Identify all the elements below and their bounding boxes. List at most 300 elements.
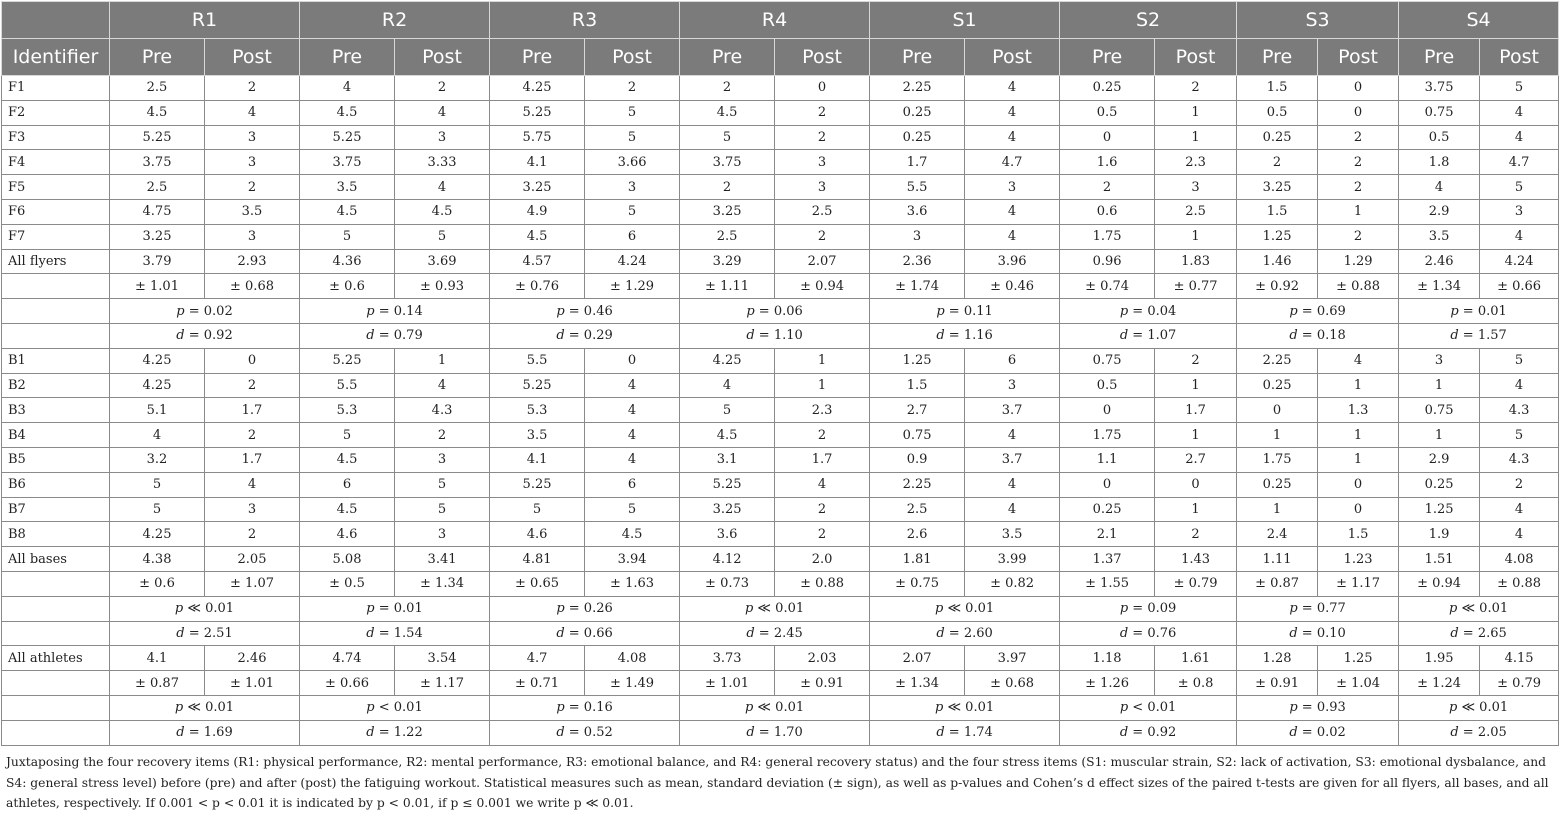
stats-row — [2, 323, 1559, 348]
value-cell: ± 0.88 — [775, 571, 870, 596]
value-cell: 3.25 — [680, 497, 775, 522]
value-cell: 1 — [1155, 125, 1237, 150]
value-cell: 4 — [395, 175, 490, 200]
value-cell: 1.7 — [205, 447, 300, 472]
table-row — [2, 150, 1559, 175]
value-cell: ± 1.34 — [395, 571, 490, 596]
stat-cell: d = 0.10 — [1237, 621, 1399, 646]
value-cell: 0.5 — [1237, 100, 1318, 125]
value-cell: 5.5 — [490, 348, 585, 373]
value-cell: 4 — [395, 373, 490, 398]
stat-cell: p = 0.01 — [300, 596, 490, 621]
post-header: Post — [1155, 39, 1237, 76]
value-cell: 3.41 — [395, 547, 490, 572]
value-cell: 1.5 — [870, 373, 965, 398]
value-cell: 0.5 — [1399, 125, 1480, 150]
identifier-header: Identifier — [2, 39, 110, 76]
value-cell: 3.5 — [490, 423, 585, 448]
pre-header: Pre — [870, 39, 965, 76]
stat-cell: p ≪ 0.01 — [1399, 596, 1559, 621]
value-cell: 4.3 — [395, 398, 490, 423]
value-cell: ± 1.29 — [585, 274, 680, 299]
stat-cell: d = 1.16 — [870, 323, 1060, 348]
value-cell: 3 — [205, 125, 300, 150]
value-cell: 5 — [585, 497, 680, 522]
post-header: Post — [1318, 39, 1399, 76]
stat-cell: d = 2.45 — [680, 621, 870, 646]
value-cell: 1.5 — [1237, 199, 1318, 224]
value-cell: 2.3 — [775, 398, 870, 423]
value-cell: ± 0.82 — [965, 571, 1060, 596]
value-cell: 2 — [205, 76, 300, 101]
value-cell: 4.6 — [300, 522, 395, 547]
value-cell: 2 — [775, 125, 870, 150]
value-cell: 2 — [585, 76, 680, 101]
value-cell: 2.46 — [205, 646, 300, 671]
value-cell: 4 — [110, 423, 205, 448]
value-cell: 5 — [680, 125, 775, 150]
value-cell: ± 0.6 — [300, 274, 395, 299]
value-cell: ± 1.34 — [1399, 274, 1480, 299]
stat-cell: p = 0.93 — [1237, 695, 1399, 720]
value-cell: ± 1.34 — [870, 671, 965, 696]
stats-row — [2, 621, 1559, 646]
value-cell: 4.5 — [110, 100, 205, 125]
value-cell: 2 — [205, 175, 300, 200]
value-cell: 3.33 — [395, 150, 490, 175]
value-cell: 2.9 — [1399, 447, 1480, 472]
value-cell: 2.1 — [1060, 522, 1155, 547]
value-cell: 4 — [965, 76, 1060, 101]
value-cell: 4 — [1480, 100, 1559, 125]
value-cell: 1 — [1155, 497, 1237, 522]
row-identifier: F4 — [2, 150, 110, 175]
value-cell: 3 — [1155, 175, 1237, 200]
row-identifier — [2, 274, 110, 299]
value-cell: 2.93 — [205, 249, 300, 274]
stat-cell: d = 1.22 — [300, 720, 490, 745]
row-identifier: B7 — [2, 497, 110, 522]
value-cell: 0.25 — [1237, 125, 1318, 150]
row-identifier: F5 — [2, 175, 110, 200]
value-cell: 3 — [1480, 199, 1559, 224]
value-cell: 3 — [205, 497, 300, 522]
value-cell: 2.46 — [1399, 249, 1480, 274]
stat-cell: p < 0.01 — [300, 695, 490, 720]
value-cell: ± 0.93 — [395, 274, 490, 299]
value-cell: 5.5 — [300, 373, 395, 398]
table-row — [2, 571, 1559, 596]
value-cell: 4.25 — [680, 348, 775, 373]
value-cell: 2.03 — [775, 646, 870, 671]
value-cell: 3.75 — [300, 150, 395, 175]
value-cell: 5 — [395, 224, 490, 249]
value-cell: 3 — [585, 175, 680, 200]
stat-cell: p = 0.11 — [870, 299, 1060, 324]
stat-cell: d = 0.79 — [300, 323, 490, 348]
value-cell: 3 — [395, 125, 490, 150]
value-cell: 4.08 — [585, 646, 680, 671]
row-identifier: B4 — [2, 423, 110, 448]
value-cell: 4.57 — [490, 249, 585, 274]
value-cell: 2 — [1480, 472, 1559, 497]
value-cell: 2.5 — [775, 199, 870, 224]
header-group: S3 — [1237, 2, 1399, 39]
value-cell: ± 0.68 — [965, 671, 1060, 696]
table-row — [2, 249, 1559, 274]
value-cell: ± 0.66 — [1480, 274, 1559, 299]
value-cell: 3.6 — [680, 522, 775, 547]
value-cell: 0.25 — [1237, 472, 1318, 497]
value-cell: ± 0.88 — [1318, 274, 1399, 299]
value-cell: 4.25 — [110, 522, 205, 547]
value-cell: 1.51 — [1399, 547, 1480, 572]
stat-cell: p = 0.16 — [490, 695, 680, 720]
value-cell: 0.75 — [870, 423, 965, 448]
header-group: S1 — [870, 2, 1060, 39]
value-cell: 4.7 — [490, 646, 585, 671]
value-cell: 3 — [775, 150, 870, 175]
pre-header: Pre — [1060, 39, 1155, 76]
post-header: Post — [205, 39, 300, 76]
row-identifier — [2, 671, 110, 696]
value-cell: 3.25 — [490, 175, 585, 200]
value-cell: ± 0.94 — [1399, 571, 1480, 596]
value-cell: 4.15 — [1480, 646, 1559, 671]
table-caption: Juxtaposing the four recovery items (R1: physical performance, R2: mental performance, R3: emotional balance, and R4: general recovery status) and the four stress items (S1: muscular strain, S2: lack of activation, S3: emotional dysbalance, and S4: general stress level) before (pre) and after (post) the fatiguing workout. Statistical measures such as mean, standard deviation (± sign), as well as p-values and Cohen’s d effect sizes of the paired t-tests are given for all flyers, all bases, and all athletes, respectively. If 0.001 < p < 0.01 it is indicated by p < 0.01, if p ≤ 0.001 we write p ≪ 0.01. — [6, 755, 1549, 810]
value-cell: 4.7 — [1480, 150, 1559, 175]
row-identifier — [2, 571, 110, 596]
header-group: R1 — [110, 2, 300, 39]
value-cell: 3.54 — [395, 646, 490, 671]
value-cell: 3.2 — [110, 447, 205, 472]
value-cell: 2.9 — [1399, 199, 1480, 224]
value-cell: 2 — [395, 423, 490, 448]
post-header: Post — [965, 39, 1060, 76]
table-row — [2, 125, 1559, 150]
header-group: S2 — [1060, 2, 1237, 39]
stat-cell: p ≪ 0.01 — [680, 596, 870, 621]
table-row — [2, 646, 1559, 671]
value-cell: 4.5 — [585, 522, 680, 547]
stat-cell: p = 0.02 — [110, 299, 300, 324]
value-cell: 1.1 — [1060, 447, 1155, 472]
value-cell: 0.25 — [1060, 76, 1155, 101]
table-row — [2, 348, 1559, 373]
value-cell: ± 0.76 — [490, 274, 585, 299]
value-cell: 4.5 — [300, 497, 395, 522]
value-cell: ± 0.5 — [300, 571, 395, 596]
value-cell: ± 1.26 — [1060, 671, 1155, 696]
table-row — [2, 398, 1559, 423]
value-cell: 4.24 — [585, 249, 680, 274]
value-cell: 4 — [965, 100, 1060, 125]
value-cell: ± 1.55 — [1060, 571, 1155, 596]
table-row — [2, 472, 1559, 497]
value-cell: 3.75 — [680, 150, 775, 175]
value-cell: 5 — [1480, 175, 1559, 200]
value-cell: 4 — [1480, 522, 1559, 547]
value-cell: 3.66 — [585, 150, 680, 175]
value-cell: ± 0.91 — [1237, 671, 1318, 696]
row-identifier: F2 — [2, 100, 110, 125]
results-table — [1, 1, 1559, 746]
value-cell: 4.5 — [680, 100, 775, 125]
value-cell: 4.1 — [490, 447, 585, 472]
value-cell: 4 — [680, 373, 775, 398]
stat-cell: p ≪ 0.01 — [110, 695, 300, 720]
stat-cell: p = 0.26 — [490, 596, 680, 621]
value-cell: 4.38 — [110, 547, 205, 572]
stat-cell: d = 2.51 — [110, 621, 300, 646]
value-cell: 5.08 — [300, 547, 395, 572]
value-cell: 1.6 — [1060, 150, 1155, 175]
value-cell: ± 1.24 — [1399, 671, 1480, 696]
row-identifier — [2, 299, 110, 324]
table-row — [2, 497, 1559, 522]
stat-cell: d = 2.60 — [870, 621, 1060, 646]
stats-row — [2, 720, 1559, 745]
value-cell: 0.75 — [1060, 348, 1155, 373]
value-cell: 2.5 — [1155, 199, 1237, 224]
value-cell: 4.08 — [1480, 547, 1559, 572]
value-cell: 1.75 — [1060, 423, 1155, 448]
stat-cell: d = 0.92 — [1060, 720, 1237, 745]
value-cell: 4 — [965, 125, 1060, 150]
value-cell: 5.25 — [490, 373, 585, 398]
table-row — [2, 224, 1559, 249]
value-cell: 2 — [395, 76, 490, 101]
header-group: R2 — [300, 2, 490, 39]
value-cell: 4 — [205, 472, 300, 497]
value-cell: 2 — [680, 175, 775, 200]
header-group: S4 — [1399, 2, 1559, 39]
value-cell: ± 1.63 — [585, 571, 680, 596]
value-cell: 1.7 — [775, 447, 870, 472]
table-row — [2, 522, 1559, 547]
stat-cell: p < 0.01 — [1060, 695, 1237, 720]
value-cell: 0.25 — [870, 100, 965, 125]
stat-cell: d = 0.18 — [1237, 323, 1399, 348]
value-cell: 3 — [965, 373, 1060, 398]
stat-cell: d = 1.10 — [680, 323, 870, 348]
value-cell: 3 — [870, 224, 965, 249]
value-cell: ± 0.88 — [1480, 571, 1559, 596]
value-cell: 1 — [1318, 447, 1399, 472]
value-cell: 4.3 — [1480, 447, 1559, 472]
value-cell: 5 — [585, 125, 680, 150]
value-cell: ± 0.92 — [1237, 274, 1318, 299]
value-cell: 0 — [1318, 497, 1399, 522]
value-cell: 3 — [205, 150, 300, 175]
row-identifier — [2, 720, 110, 745]
pre-header: Pre — [490, 39, 585, 76]
value-cell: 2.25 — [870, 76, 965, 101]
value-cell: 4.5 — [490, 224, 585, 249]
value-cell: 5 — [110, 472, 205, 497]
value-cell: 1.37 — [1060, 547, 1155, 572]
value-cell: 1.5 — [1318, 522, 1399, 547]
stat-cell: p = 0.04 — [1060, 299, 1237, 324]
value-cell: 1.29 — [1318, 249, 1399, 274]
value-cell: 4 — [395, 100, 490, 125]
stat-cell: d = 0.66 — [490, 621, 680, 646]
value-cell: 1.25 — [1237, 224, 1318, 249]
value-cell: 1 — [1399, 373, 1480, 398]
stats-row — [2, 695, 1559, 720]
stat-cell: d = 1.69 — [110, 720, 300, 745]
stat-cell: p = 0.46 — [490, 299, 680, 324]
value-cell: 3.7 — [965, 447, 1060, 472]
table-row — [2, 671, 1559, 696]
value-cell: 0.75 — [1399, 398, 1480, 423]
value-cell: 1.25 — [870, 348, 965, 373]
value-cell: 3.97 — [965, 646, 1060, 671]
value-cell: 2 — [775, 100, 870, 125]
value-cell: 2.5 — [110, 76, 205, 101]
value-cell: 4.1 — [110, 646, 205, 671]
value-cell: 3.75 — [1399, 76, 1480, 101]
value-cell: 0.6 — [1060, 199, 1155, 224]
value-cell: 4 — [965, 423, 1060, 448]
value-cell: 1.8 — [1399, 150, 1480, 175]
value-cell: 2 — [775, 423, 870, 448]
value-cell: 1.28 — [1237, 646, 1318, 671]
row-identifier: B8 — [2, 522, 110, 547]
value-cell: ± 0.6 — [110, 571, 205, 596]
value-cell: 1.25 — [1318, 646, 1399, 671]
row-identifier — [2, 621, 110, 646]
value-cell: 2.25 — [1237, 348, 1318, 373]
value-cell: 1 — [1318, 423, 1399, 448]
value-cell: 2 — [1318, 150, 1399, 175]
value-cell: 0.96 — [1060, 249, 1155, 274]
table-row — [2, 274, 1559, 299]
value-cell: 4 — [775, 472, 870, 497]
value-cell: ± 0.46 — [965, 274, 1060, 299]
value-cell: 1 — [1237, 423, 1318, 448]
value-cell: 2.4 — [1237, 522, 1318, 547]
value-cell: 3.75 — [110, 150, 205, 175]
stat-cell: d = 0.76 — [1060, 621, 1237, 646]
value-cell: 2.7 — [1155, 447, 1237, 472]
row-identifier: F7 — [2, 224, 110, 249]
stats-row — [2, 596, 1559, 621]
table-row — [2, 423, 1559, 448]
value-cell: 4.25 — [110, 373, 205, 398]
value-cell: 3 — [395, 522, 490, 547]
value-cell: 2.6 — [870, 522, 965, 547]
value-cell: 5.25 — [490, 100, 585, 125]
table-row — [2, 100, 1559, 125]
row-identifier: B3 — [2, 398, 110, 423]
value-cell: 4 — [1480, 497, 1559, 522]
value-cell: 6 — [965, 348, 1060, 373]
value-cell: 1 — [1155, 100, 1237, 125]
value-cell: 0 — [1060, 125, 1155, 150]
pre-header: Pre — [300, 39, 395, 76]
value-cell: 2.25 — [870, 472, 965, 497]
value-cell: 4.5 — [680, 423, 775, 448]
value-cell: 5.3 — [300, 398, 395, 423]
stat-cell: p ≪ 0.01 — [110, 596, 300, 621]
value-cell: 5 — [395, 472, 490, 497]
value-cell: 0.9 — [870, 447, 965, 472]
value-cell: 0.25 — [1060, 497, 1155, 522]
value-cell: ± 1.49 — [585, 671, 680, 696]
stat-cell: d = 0.29 — [490, 323, 680, 348]
value-cell: 3.73 — [680, 646, 775, 671]
value-cell: 4 — [585, 373, 680, 398]
value-cell: 2.05 — [205, 547, 300, 572]
table-row — [2, 447, 1559, 472]
stats-row — [2, 299, 1559, 324]
value-cell: 1.46 — [1237, 249, 1318, 274]
value-cell: 1.9 — [1399, 522, 1480, 547]
value-cell: 4.5 — [300, 199, 395, 224]
value-cell: 5.25 — [490, 472, 585, 497]
value-cell: ± 0.79 — [1155, 571, 1237, 596]
row-identifier: B5 — [2, 447, 110, 472]
value-cell: 2 — [775, 224, 870, 249]
value-cell: 3.96 — [965, 249, 1060, 274]
value-cell: 0 — [1318, 76, 1399, 101]
header-subrow — [2, 39, 1559, 76]
value-cell: 3.25 — [1237, 175, 1318, 200]
value-cell: 2.5 — [680, 224, 775, 249]
value-cell: 0.75 — [1399, 100, 1480, 125]
row-identifier: B2 — [2, 373, 110, 398]
value-cell: 1.95 — [1399, 646, 1480, 671]
value-cell: 5 — [585, 100, 680, 125]
value-cell: 5.25 — [110, 125, 205, 150]
value-cell: 4.74 — [300, 646, 395, 671]
value-cell: ± 1.04 — [1318, 671, 1399, 696]
stat-cell: p ≪ 0.01 — [1399, 695, 1559, 720]
value-cell: 1.5 — [1237, 76, 1318, 101]
stat-cell: d = 0.02 — [1237, 720, 1399, 745]
value-cell: 4 — [1318, 348, 1399, 373]
value-cell: 1.25 — [1399, 497, 1480, 522]
value-cell: 4 — [585, 398, 680, 423]
value-cell: 0 — [1318, 472, 1399, 497]
value-cell: ± 0.8 — [1155, 671, 1237, 696]
value-cell: 3.79 — [110, 249, 205, 274]
value-cell: 1 — [395, 348, 490, 373]
value-cell: 0.25 — [1237, 373, 1318, 398]
value-cell: 2.36 — [870, 249, 965, 274]
value-cell: 0 — [1060, 472, 1155, 497]
value-cell: 2 — [1155, 522, 1237, 547]
stat-cell: p = 0.09 — [1060, 596, 1237, 621]
stat-cell: d = 1.07 — [1060, 323, 1237, 348]
value-cell: 1 — [1155, 224, 1237, 249]
value-cell: ± 1.17 — [395, 671, 490, 696]
value-cell: 1.11 — [1237, 547, 1318, 572]
stat-cell: d = 1.54 — [300, 621, 490, 646]
row-identifier: All athletes — [2, 646, 110, 671]
row-identifier: F1 — [2, 76, 110, 101]
value-cell: 2 — [775, 522, 870, 547]
value-cell: 3.5 — [1399, 224, 1480, 249]
value-cell: 3.5 — [965, 522, 1060, 547]
value-cell: 0.25 — [1399, 472, 1480, 497]
stat-cell: d = 1.74 — [870, 720, 1060, 745]
value-cell: 4.5 — [300, 447, 395, 472]
value-cell: 5.75 — [490, 125, 585, 150]
value-cell: 5.25 — [300, 348, 395, 373]
value-cell: ± 0.73 — [680, 571, 775, 596]
